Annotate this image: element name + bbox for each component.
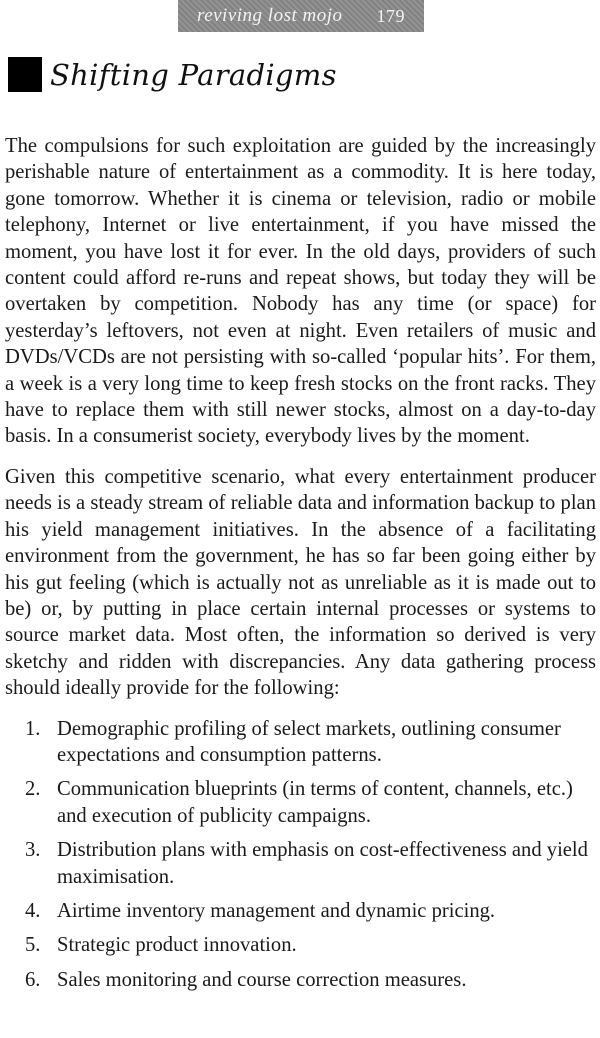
running-title: reviving lost mojo [197, 5, 343, 26]
list-item-text: Strategic product innovation. [57, 934, 297, 957]
list-item [5, 967, 596, 993]
list-item-text: Airtime inventory management and dynamic pricing. [57, 899, 496, 922]
list-item [5, 716, 596, 769]
list-item-text: Sales monitoring and course correction measures. [57, 968, 467, 991]
body-text [5, 133, 596, 1001]
list-item-number: 6. [25, 968, 41, 991]
requirements-list [5, 716, 596, 994]
list-item [5, 776, 596, 829]
list-item-text: Distribution plans with emphasis on cost-effectiveness and yield maximisation. [57, 839, 588, 888]
section-title: Shifting Paradigms [50, 57, 337, 92]
list-item-number: 5. [25, 934, 41, 957]
list-item [5, 837, 596, 890]
list-item-text: Communication blueprints (in terms of content, channels, etc.) and execution of publicity campaigns. [57, 778, 573, 827]
list-item-number: 1. [25, 717, 41, 740]
paragraph-2: Given this competitive scenario, what every entertainment producer needs is a steady stream of reliable data and information backup to plan his yield management initiatives. In the absence of a facilitating environment from the government, he has so far been going either by his gut feeling (which is actually not as unreliable as it is made out to be) or, by putting in place certain internal processes or systems to source market data. Most often, the information so derived is very sketchy and ridden with discrepancies. Any data gathering process should ideally provide for the following: [5, 465, 596, 700]
heading-square-icon [8, 57, 42, 92]
section-heading [8, 57, 337, 92]
list-item-text: Demographic profiling of select markets, outlining consumer expectations and consumption patterns. [57, 717, 561, 766]
running-header [178, 0, 424, 32]
list-item [5, 932, 596, 958]
list-item-number: 2. [25, 778, 41, 801]
paragraph-1: The compulsions for such exploitation are guided by the increasingly perishable nature of entertainment as a commodity. It is here today, gone tomorrow. Whether it is cinema or television, radio or mobile telephony, Internet or live entertainment, if you have missed the moment, you have lost it for ever. In the old days, providers of such content could afford re-runs and repeat shows, but today they will be overtaken by competition. Nobody has any time (or space) for yesterday’s leftovers, not even at night. Even retailers of music and DVDs/VCDs are not persisting with so-called ‘popular hits’. For them, a week is a very long time to keep fresh stocks on the front racks. They have to replace them with still newer stocks, almost on a day-to-day basis. In a consumerist society, everybody lives by the moment. [5, 135, 596, 448]
list-item-number: 4. [25, 899, 41, 922]
list-item [5, 898, 596, 924]
list-item-number: 3. [25, 839, 41, 862]
page-number: 179 [376, 5, 405, 26]
